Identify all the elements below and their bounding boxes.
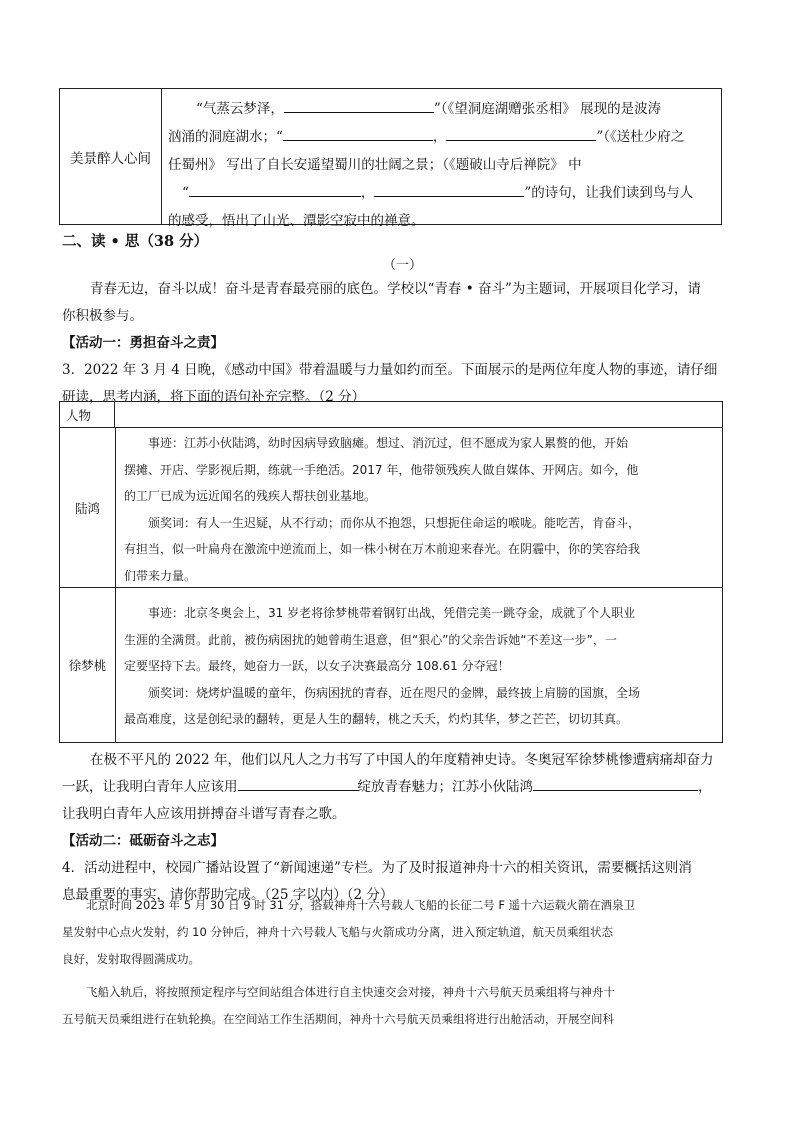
intro-paragraph: 青春无边，奋斗以成！奋斗是青春最亮丽的底色。学校以“青春 • 奋斗”为主题词，开展项目化学习，请 你积极参与。 【活动一：勇担奋斗之责】 3．2022 年 3 月 4 日晚，《感动中国》带着温暖与力量如约而至。下面展示的是两位年度人物的事迹，请仔细 研读，思考内涵，将下面的语句补充完整。（2 分） [62, 276, 742, 411]
table-row-xumengtao [60, 588, 722, 742]
poetry-line-3: 任蜀州》 写出了自长安遥望蜀川的壮阔之景；（《题破山寺后禅院》 中 [168, 157, 582, 173]
poetry-line-5: 的感受，悟出了山光、潭影空寂中的禅意。 [168, 213, 425, 229]
person-table-header [60, 402, 722, 428]
answer-blank-5[interactable] [374, 181, 524, 197]
answer-blank-7[interactable] [533, 775, 698, 791]
answer-blank-6[interactable] [238, 775, 358, 791]
poetry-table [59, 88, 722, 229]
answer-blank-3[interactable] [446, 125, 596, 141]
person-name: 徐梦桃 [60, 588, 116, 742]
question-3: 3．2022 年 3 月 4 日晚，《感动中国》带着温暖与力量如约而至。下面展示的是两位年度人物的事迹，请仔细 [62, 362, 718, 378]
activity-1-title: 【活动一：勇担奋斗之责】 [62, 335, 224, 351]
person-description: 事迹：江苏小伙陆鸿，幼时因病导致脑瘫。想过、消沉过，但不愿成为家人累赘的他，开始 摆摊、开店、学影视后期，练就一手绝活。2017 年，他带领残疾人做自媒体、开网店。如今，他 的工厂已成为远近闻名的残疾人帮扶创业基地。 颁奖词：有人一生迟疑，从不行动；而你从不抱怨，只想扼住命运的喉咙。能吃苦，肯奋斗， 有担当，似一叶扁舟在激流中逆流而上，如一株小树在万木前迎来春光。在阴霾中，你的笑容给我 们带来力量。 [124, 436, 641, 583]
news-passage: 北京时间 2023 年 5 月 30 日 9 时 31 分，搭载神舟十六号载人飞船的长征二号 F 遥十六运载火箭在酒泉卫 星发射中心点火发射，约 10 分钟后，神舟十六号载人飞船与火箭成功分离，进入预定轨道，航天员乘组状态 良好，发射取得圆满成功。 飞船入轨后，将按照预定程序与空间站组合体进行自主快速交会对接，神舟十六号航天员乘组将与神舟十 五号航天员乘组进行在轨轮换。在空间站工作生活期间，神舟十六号航天员乘组将进行出舱活动，开展空间科 [62, 898, 636, 1026]
answer-blank-1[interactable] [284, 97, 434, 113]
poetry-table-content [168, 95, 716, 235]
poetry-line-2: 汹涌的洞庭湖水；“ ， ”（《送杜少府之 [168, 123, 716, 151]
fill-in-paragraph: 在极不平凡的 2022 年，他们以凡人之力书写了中国人的年度精神史诗。冬奥冠军徐梦桃惨遭病痛却奋力 一跃，让我明白青年人应该用 绽放青春魅力；江苏小伙陆鸿 ， 让我明白青年人应该用拼搏奋斗谱写青春之歌。 【活动二：砥砺奋斗之志】 4．活动进程中，校园广播站设置了“新闻速递”专栏。为了及时报道神舟十六的相关资讯，需要概括这则消 息最重要的事实，请你帮助完成。（25 字以内）（2 分） [62, 747, 742, 909]
person-table [59, 401, 723, 743]
poetry-line-1: “气蒸云梦泽， ”（《望洞庭湖赠张丞相》 展现的是波涛 [168, 95, 716, 123]
person-name: 陆鸿 [60, 428, 116, 587]
activity-2-title: 【活动二：砥砺奋斗之志】 [62, 833, 224, 849]
part-number: （一） [383, 258, 423, 273]
table-row-luhong [60, 428, 722, 588]
header-person: 人物 [60, 402, 115, 427]
poetry-table-label: 美景醉人心间 [60, 89, 162, 224]
section-heading: 二、读 • 思（38 分） [62, 233, 209, 250]
person-description: 事迹：北京冬奥会上，31 岁老将徐梦桃带着钢钉出战，凭借完美一跳夺金，成就了个人职业 生涯的全满贯。此前，被伤病困扰的她曾萌生退意，但“狠心”的父亲告诉她“不差这一步”，一 定要坚持下去。最终，她奋力一跃，以女子决赛最高分 108.61 分夺冠！ 颁奖词：烧烤炉温暖的童年，伤病困扰的青春，近在咫尺的金牌，最终披上肩膀的国旗，全场 最高难度，这是创纪录的翻转，更是人生的翻转，桃之夭夭，灼灼其华，梦之芒芒，切切其真。 [124, 606, 641, 726]
poetry-line-4: “ ， ”的诗句，让我们读到鸟与人 [168, 179, 716, 207]
question-4: 4．活动进程中，校园广播站设置了“新闻速递”专栏。为了及时报道神舟十六的相关资讯，需要概括这则消 [62, 860, 692, 876]
answer-blank-2[interactable] [283, 125, 433, 141]
answer-blank-4[interactable] [189, 181, 361, 197]
